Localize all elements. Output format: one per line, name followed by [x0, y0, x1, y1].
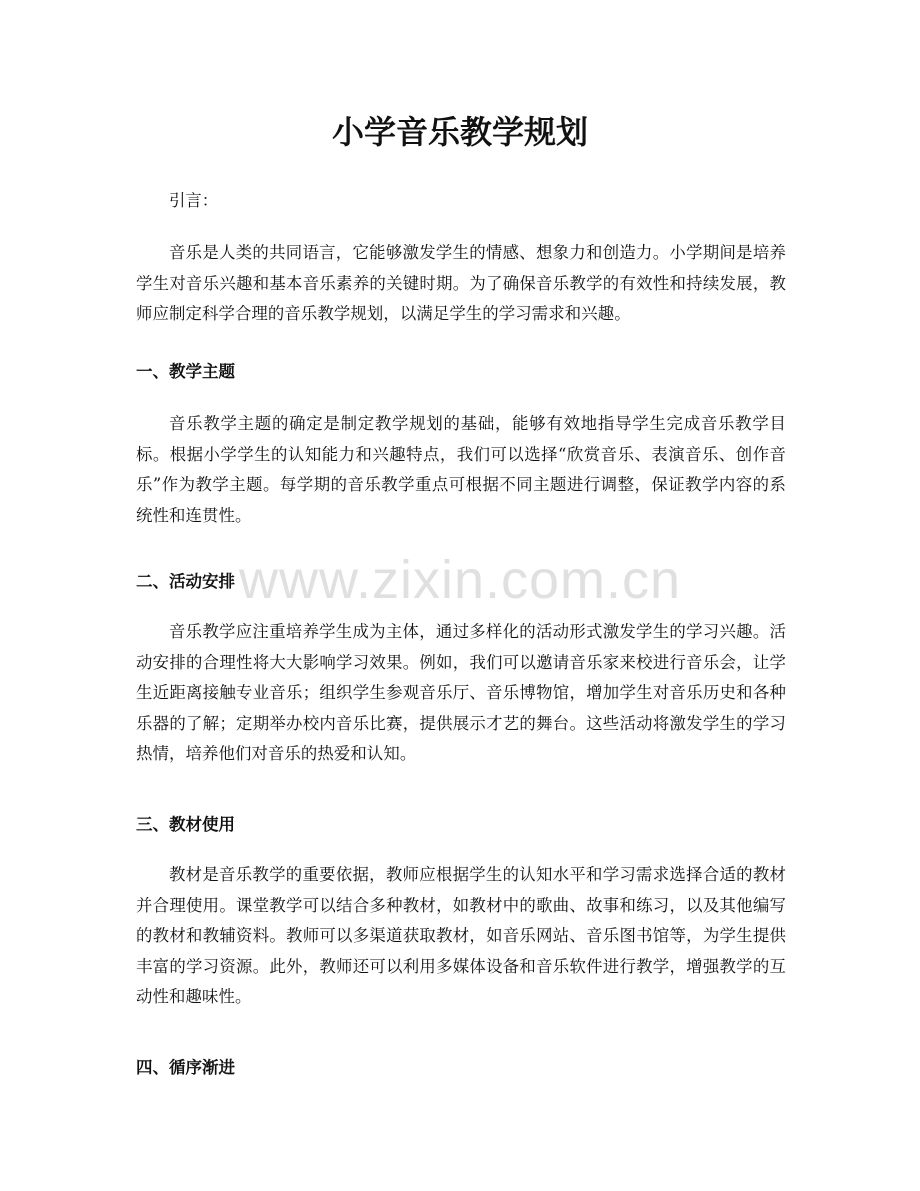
- watermark-text: www.zixin.com.cn: [238, 550, 682, 610]
- intro-paragraph: 音乐是人类的共同语言，它能够激发学生的情感、想象力和创造力。小学期间是培养学生对音乐兴趣和基本音乐素养的关键时期。为了确保音乐教学的有效性和持续发展，教师应制定科学合理的音乐教学规划，以满足学生的学习需求和兴趣。: [136, 243, 786, 323]
- section-paragraph-textbook-usage: 教材是音乐教学的重要依据，教师应根据学生的认知水平和学习需求选择合适的教材并合理使用。课堂教学可以结合多种教材，如教材中的歌曲、故事和练习，以及其他编写的教材和教辅资料。教师可以多渠道获取教材，如音乐网站、音乐图书馆等，为学生提供丰富的学习资源。此外，教师还可以利用多媒体设备和音乐软件进行教学，增强教学的互动性和趣味性。: [136, 865, 786, 1006]
- section-heading-textbook-usage: 三、教材使用: [136, 815, 235, 834]
- intro-label: 引言：: [169, 191, 219, 210]
- section-heading-teaching-theme: 一、教学主题: [136, 362, 235, 381]
- section-heading-activity-arrangement: 二、活动安排: [136, 572, 235, 591]
- section-heading-step-by-step: 四、循序渐进: [136, 1058, 235, 1077]
- document-title: 小学音乐教学规划: [331, 113, 588, 151]
- section-paragraph-activity-arrangement: 音乐教学应注重培养学生成为主体，通过多样化的活动形式激发学生的学习兴趣。活动安排的合理性将大大影响学习效果。例如，我们可以邀请音乐家来校进行音乐会，让学生近距离接触专业音乐；组织学生参观音乐厅、音乐博物馆，增加学生对音乐历史和各种乐器的了解；定期举办校内音乐比赛，提供展示才艺的舞台。这些活动将激发学生的学习热情，培养他们对音乐的热爱和认知。: [136, 622, 786, 763]
- section-paragraph-teaching-theme: 音乐教学主题的确定是制定教学规划的基础，能够有效地指导学生完成音乐教学目标。根据小学学生的认知能力和兴趣特点，我们可以选择“欣赏音乐、表演音乐、创作音乐”作为教学主题。每学期的音乐教学重点可根据不同主题进行调整，保证教学内容的系统性和连贯性。: [136, 414, 786, 525]
